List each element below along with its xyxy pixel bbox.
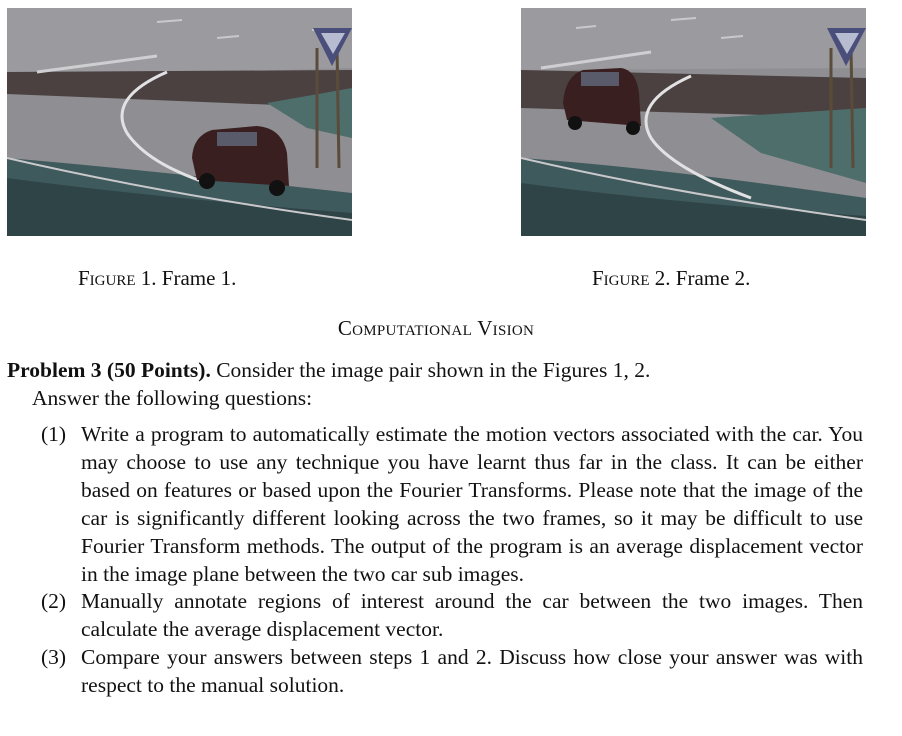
- question-item: [41, 420, 863, 588]
- figure-number: 2.: [654, 266, 671, 290]
- figure-label: Figure: [78, 266, 136, 290]
- figure-2-image: [521, 8, 866, 236]
- problem-title: Problem 3 (50 Points).: [7, 358, 211, 382]
- question-number: (3): [41, 645, 67, 669]
- figure-number: 1.: [140, 266, 157, 290]
- question-number: (2): [41, 589, 67, 613]
- problem-intro: Answer the following questions:: [32, 386, 313, 410]
- figure-1-caption: [78, 266, 236, 291]
- question-text: Write a program to automatically estimate the motion vectors associated with the car. You may choose to use any technique you have learnt thus far in the class. It can be either based on features or based upon the Fourier Transforms. Please note that the image of the car is significantly different looking across the two frames, so it may be difficult to use Fourier Transform methods. The output of the program is an average displacement vector in the image plane between the two car sub images.: [81, 422, 863, 586]
- frame-1-road-scene: [7, 8, 352, 236]
- problem-statement: [7, 358, 650, 383]
- figure-caption-text: Frame 2.: [675, 266, 751, 290]
- figure-caption-text: Frame 1.: [161, 266, 237, 290]
- figure-2-caption: [592, 266, 750, 291]
- question-item: [41, 643, 863, 699]
- question-number: (1): [41, 422, 67, 446]
- frame-2-road-scene: [521, 8, 866, 236]
- section-heading: Computational Vision: [337, 316, 535, 340]
- question-item: [41, 587, 863, 643]
- problem-text: Consider the image pair shown in the Figures 1, 2.: [216, 358, 651, 382]
- figure-label: Figure: [592, 266, 650, 290]
- question-text: Manually annotate regions of interest around the car between the two images. Then calculate the average displacement vector.: [81, 589, 863, 641]
- figure-1-image: [7, 8, 352, 236]
- question-text: Compare your answers between steps 1 and 2. Discuss how close your answer was with respect to the manual solution.: [81, 645, 863, 697]
